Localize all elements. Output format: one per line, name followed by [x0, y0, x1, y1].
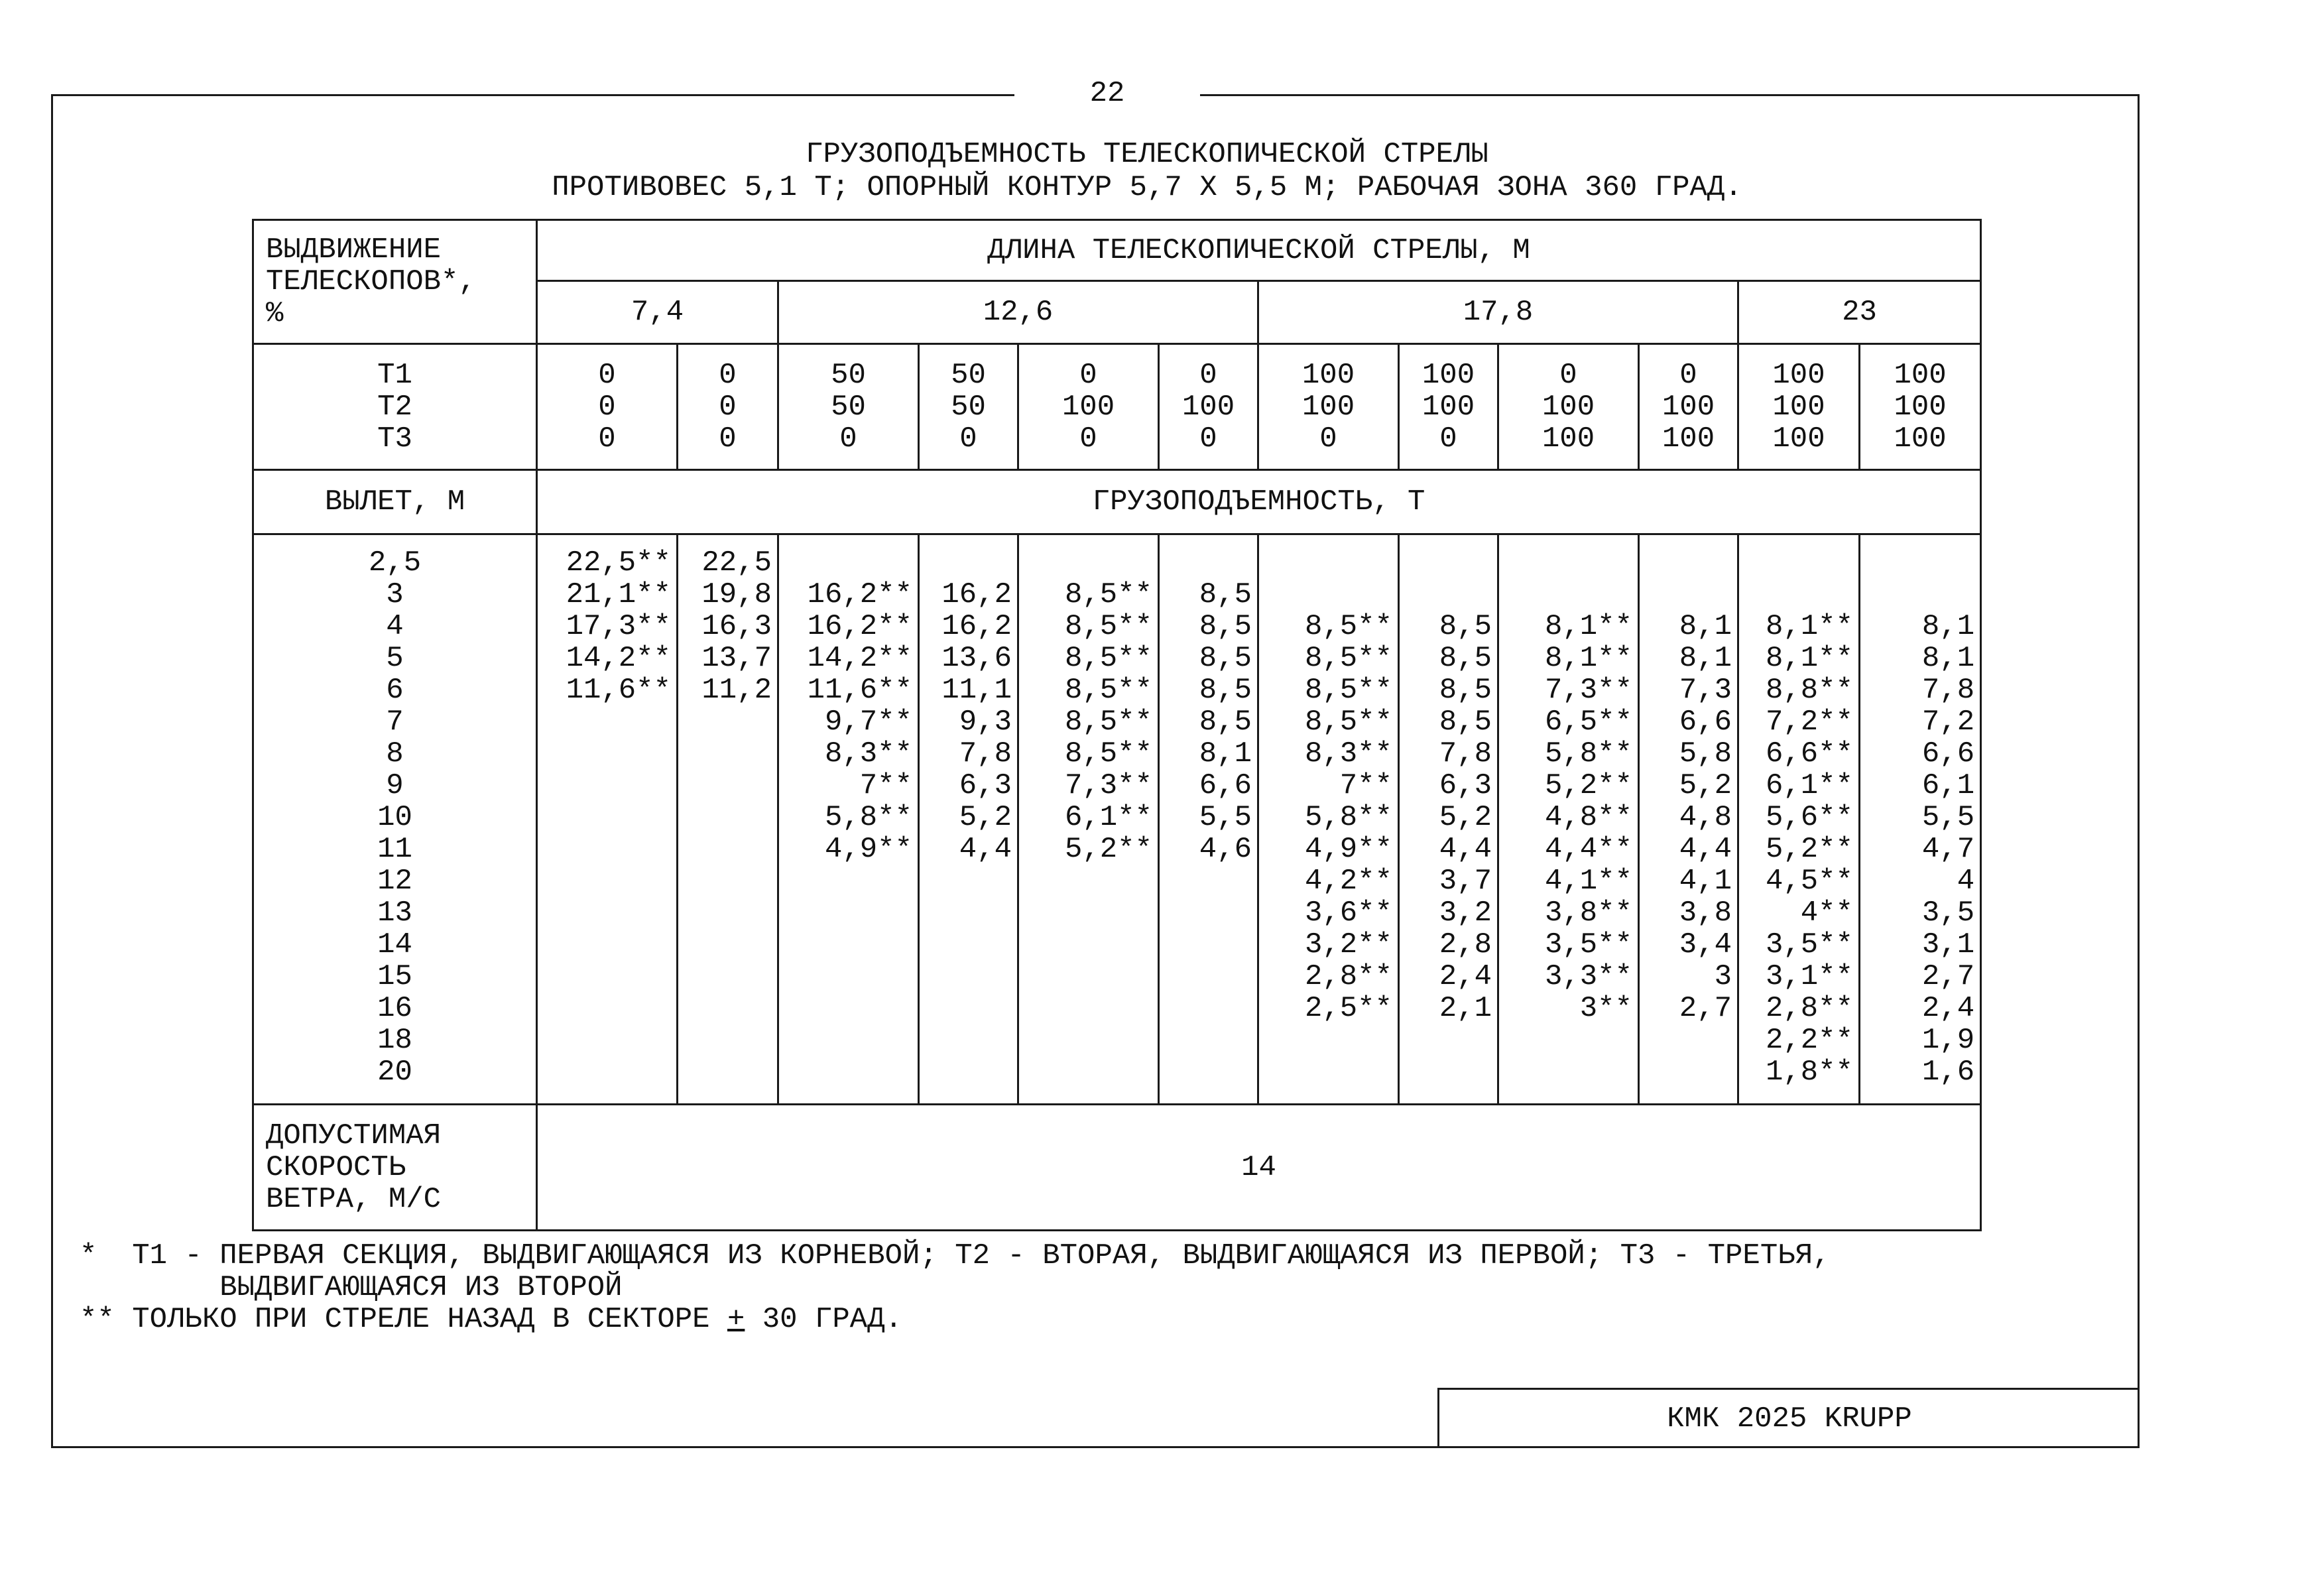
plus-minus-symbol: + — [727, 1303, 745, 1336]
capacity-col: 8,1** 8,1** 8,8** 7,2** 6,6** 6,1** 5,6** 5,2** 4,5** 4** 3,5** 3,1** 2,8** 2,2** 1,8** — [1738, 534, 1860, 1105]
boom-length-17-8: 17,8 — [1258, 281, 1738, 344]
capacity-header: ГРУЗОПОДЪЕМНОСТЬ, Т — [537, 470, 1981, 534]
extension-col: 100 100 100 — [1860, 344, 1981, 470]
extension-col: 0 100 100 — [1498, 344, 1639, 470]
extension-col: 50 50 0 — [778, 344, 919, 470]
wind-speed-label: ДОПУСТИМАЯ СКОРОСТЬ ВЕТРА, М/С — [253, 1105, 537, 1231]
capacity-col: 8,1** 8,1** 7,3** 6,5** 5,8** 5,2** 4,8** 4,4** 4,1** 3,8** 3,5** 3,3** 3** — [1498, 534, 1639, 1105]
radius-header: ВЫЛЕТ, М — [253, 470, 537, 534]
wind-speed-value: 14 — [537, 1105, 1981, 1231]
capacity-col: 8,5 8,5 8,5 8,5 8,5 8,1 6,6 5,5 4,6 — [1159, 534, 1258, 1105]
extension-col: 0 0 0 — [678, 344, 778, 470]
telescope-labels: Т1 Т2 Т3 — [253, 344, 537, 470]
extension-col: 0 100 0 — [1018, 344, 1159, 470]
document-subtitle: ПРОТИВОВЕС 5,1 Т; ОПОРНЫЙ КОНТУР 5,7 Х 5,5 М; РАБОЧАЯ ЗОНА 360 ГРАД. — [552, 171, 1742, 204]
boom-length-header: ДЛИНА ТЕЛЕСКОПИЧЕСКОЙ СТРЕЛЫ, М — [537, 220, 1981, 281]
footnote-2-suffix: 30 ГРАД. — [745, 1303, 903, 1336]
footnote-1: * Т1 - ПЕРВАЯ СЕКЦИЯ, ВЫДВИГАЮЩАЯСЯ ИЗ КОРНЕВОЙ; Т2 - ВТОРАЯ, ВЫДВИГАЮЩАЯСЯ ИЗ ПЕРВОЙ; Т3 - ТРЕТЬЯ, ВЫДВИГАЮЩАЯСЯ ИЗ ВТОРОЙ — [80, 1239, 1831, 1304]
radius-values: 2,5 3 4 5 6 7 8 9 10 11 12 13 14 15 16 18 20 — [253, 534, 537, 1105]
extension-col: 100 100 0 — [1258, 344, 1399, 470]
extension-col: 50 50 0 — [919, 344, 1018, 470]
boom-length-12-6: 12,6 — [778, 281, 1258, 344]
title-block-stamp: КМК 2025 KRUPP — [1437, 1388, 2140, 1448]
footnotes — [80, 1240, 1830, 1335]
capacity-col: 16,2** 16,2** 14,2** 11,6** 9,7** 8,3** 7** 5,8** 4,9** — [778, 534, 919, 1105]
capacity-col: 8,5** 8,5** 8,5** 8,5** 8,5** 8,5** 7,3** 6,1** 5,2** — [1018, 534, 1159, 1105]
footnote-2-prefix: ** ТОЛЬКО ПРИ СТРЕЛЕ НАЗАД В СЕКТОРЕ — [80, 1303, 727, 1336]
capacity-col: 22,5 19,8 16,3 13,7 11,2 — [678, 534, 778, 1105]
boom-length-7-4: 7,4 — [537, 281, 778, 344]
extension-col: 100 100 100 — [1738, 344, 1860, 470]
extension-col: 0 100 0 — [1159, 344, 1258, 470]
extension-col: 100 100 0 — [1399, 344, 1498, 470]
capacity-col: 8,5 8,5 8,5 8,5 7,8 6,3 5,2 4,4 3,7 3,2 2,8 2,4 2,1 — [1399, 534, 1498, 1105]
extension-col: 0 0 0 — [537, 344, 678, 470]
capacity-col: 8,1 8,1 7,8 7,2 6,6 6,1 5,5 4,7 4 3,5 3,1 2,7 2,4 1,9 1,6 — [1860, 534, 1981, 1105]
capacity-col: 22,5** 21,1** 17,3** 14,2** 11,6** — [537, 534, 678, 1105]
capacity-col: 16,2 16,2 13,6 11,1 9,3 7,8 6,3 5,2 4,4 — [919, 534, 1018, 1105]
load-capacity-table — [252, 219, 1982, 1231]
capacity-col: 8,1 8,1 7,3 6,6 5,8 5,2 4,8 4,4 4,1 3,8 3,4 3 2,7 — [1639, 534, 1738, 1105]
page-number: 22 — [1014, 70, 1200, 117]
extension-col: 0 100 100 — [1639, 344, 1738, 470]
document-title: ГРУЗОПОДЪЕМНОСТЬ ТЕЛЕСКОПИЧЕСКОЙ СТРЕЛЫ — [806, 138, 1488, 171]
extension-header: ВЫДВИЖЕНИЕ ТЕЛЕСКОПОВ*, % — [253, 220, 537, 344]
boom-length-23: 23 — [1738, 281, 1981, 344]
capacity-col: 8,5** 8,5** 8,5** 8,5** 8,3** 7** 5,8** 4,9** 4,2** 3,6** 3,2** 2,8** 2,5** — [1258, 534, 1399, 1105]
